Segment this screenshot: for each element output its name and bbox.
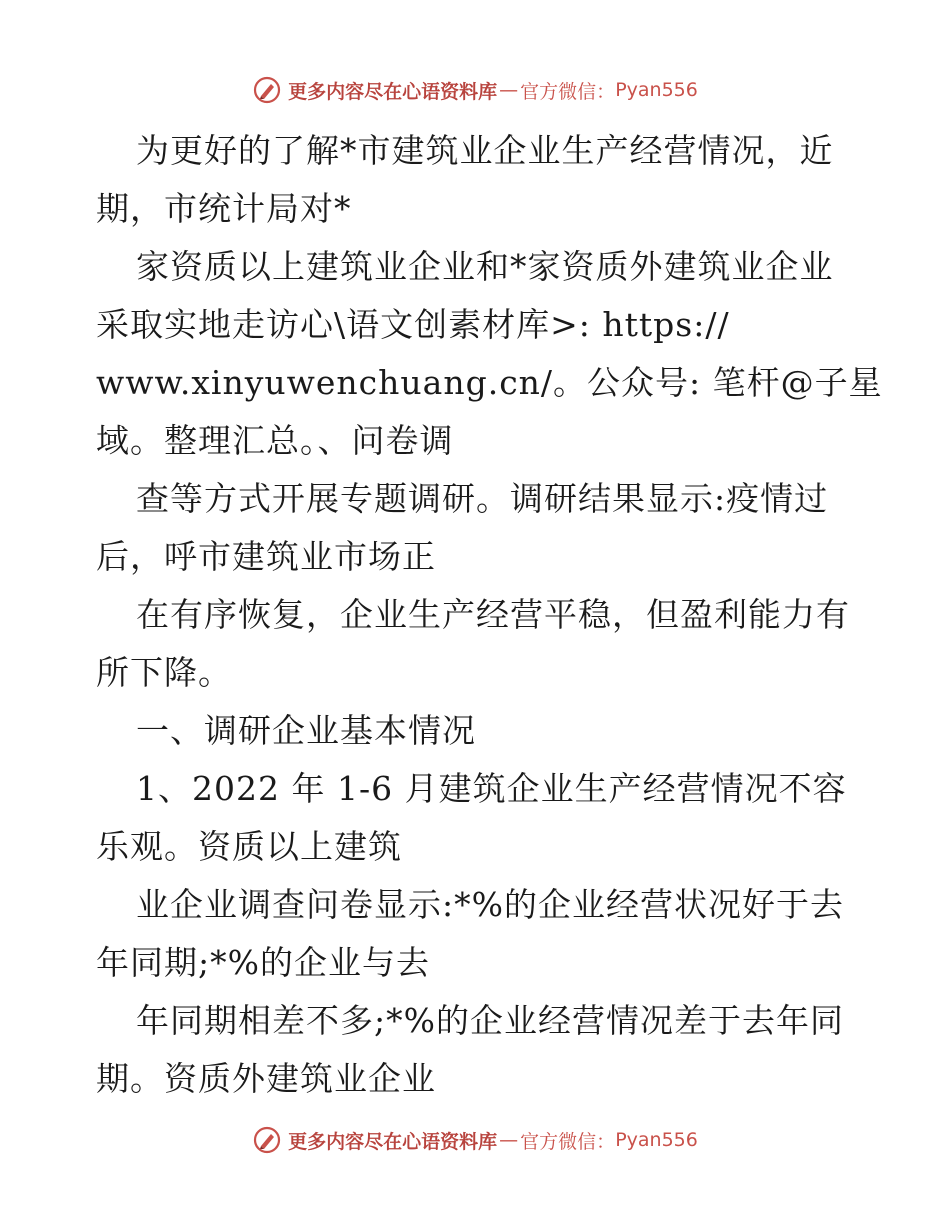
footer-banner: [0, 1120, 950, 1160]
paragraph-line: 年同期;*%的企业与去: [96, 943, 430, 982]
paragraph-line: 为更好的了解*市建筑业企业生产经营情况，近: [136, 131, 834, 170]
document-body: [96, 122, 883, 1108]
section-heading: 一、调研企业基本情况: [136, 711, 476, 750]
banner-wechat-id: Pyan556: [615, 79, 698, 101]
banner-contact-label: 官方微信：: [520, 1130, 616, 1153]
paragraph-line: 乐观。资质以上建筑: [96, 827, 402, 866]
pen-logo-icon: [252, 1125, 282, 1155]
paragraph-line: 采取实地走访心\语文创素材库>: https://: [96, 305, 730, 344]
paragraph-line: 查等方式开展专题调研。调研结果显示:疫情过: [136, 479, 829, 518]
banner-brand: 更多内容尽在心语资料库: [288, 1130, 498, 1153]
paragraph-line: 后，呼市建筑业市场正: [96, 537, 436, 576]
paragraph-line: 业企业调查问卷显示:*%的企业经营状况好于去: [136, 885, 844, 924]
paragraph-line: 在有序恢复，企业生产经营平稳，但盈利能力有: [136, 595, 850, 634]
banner-brand: 更多内容尽在心语资料库: [288, 80, 498, 103]
banner-contact-label: 官方微信：: [520, 80, 616, 103]
pen-logo-icon: [252, 75, 282, 105]
paragraph-line: 期，市统计局对*: [96, 189, 352, 228]
paragraph-line: 家资质以上建筑业企业和*家资质外建筑业企业: [136, 247, 834, 286]
banner-dash: —: [499, 1129, 519, 1151]
paragraph-line: 域。整理汇总。、问卷调: [96, 421, 454, 460]
paragraph-line: 1、2022 年 1-6 月建筑企业生产经营情况不容: [136, 769, 847, 808]
paragraph-line: 年同期相差不多;*%的企业经营情况差于去年同: [136, 1001, 844, 1040]
banner-wechat-id: Pyan556: [615, 1129, 698, 1151]
paragraph-line: www.xinyuwenchuang.cn/。公众号: 笔杆@子星: [96, 363, 883, 402]
paragraph-line: 所下降。: [96, 653, 232, 692]
header-banner: [0, 70, 950, 110]
banner-dash: —: [499, 79, 519, 101]
paragraph-line: 期。资质外建筑业企业: [96, 1059, 436, 1098]
